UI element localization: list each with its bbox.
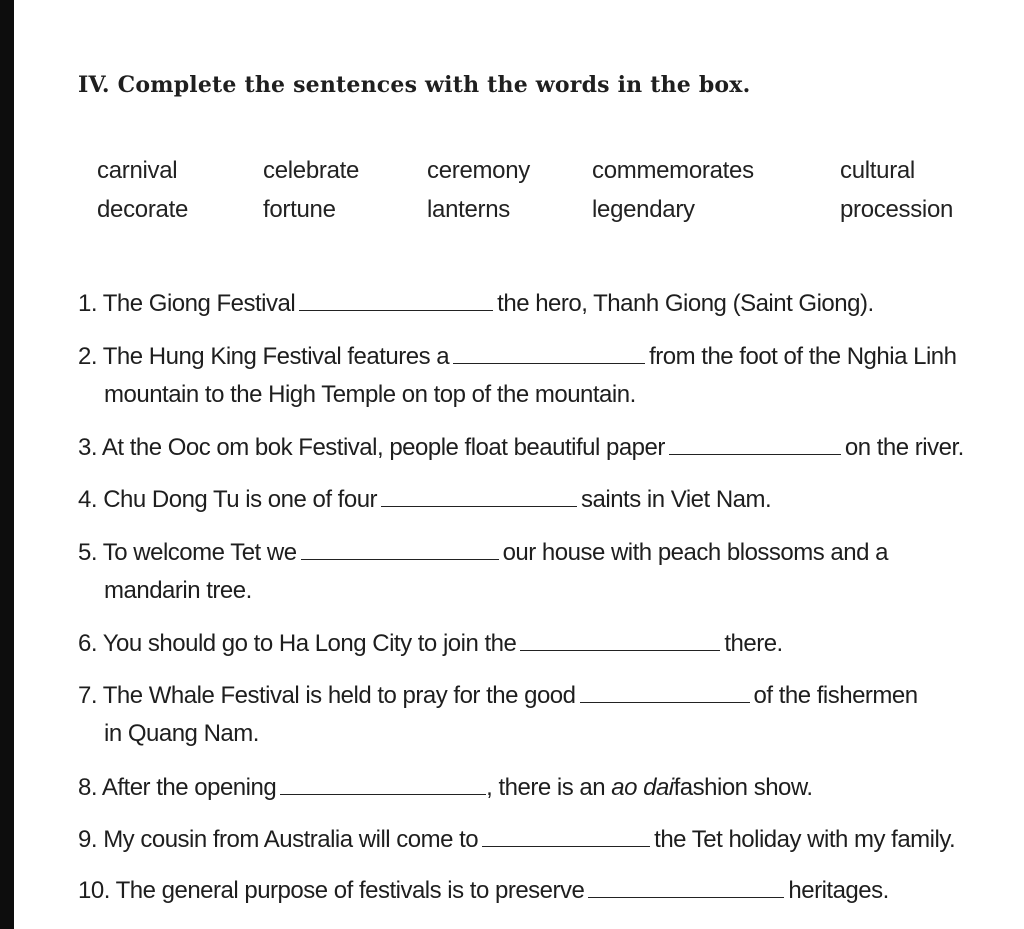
sentence-9 (78, 824, 955, 854)
sentence-number: 4. (78, 486, 98, 513)
answer-blank[interactable] (299, 288, 493, 311)
sentence-number: 6. (78, 630, 98, 657)
word-commemorates: commemorates (592, 157, 754, 184)
exercise-title: IV. Complete the sentences with the words in the box. (78, 72, 751, 98)
sentence-text-before: The Whale Festival is held to pray for the good (102, 682, 576, 709)
sentence-3 (78, 432, 964, 462)
answer-blank[interactable] (669, 432, 841, 455)
answer-blank[interactable] (381, 484, 577, 507)
sentence-7 (78, 680, 918, 710)
sentence-5 (78, 537, 888, 567)
word-decorate: decorate (97, 196, 188, 223)
sentence-number: 7. (78, 682, 98, 709)
sentence-text-before: The Hung King Festival features a (102, 343, 450, 370)
sentence-text-before: At the Ooc om bok Festival, people float beautiful paper (101, 434, 665, 461)
sentence-number: 10. (78, 877, 110, 904)
answer-blank[interactable] (588, 875, 784, 898)
word-ceremony: ceremony (427, 157, 530, 184)
left-border-bar (0, 0, 14, 929)
sentence-number: 2. (78, 343, 98, 370)
sentence-text-after: saints in Viet Nam. (581, 486, 772, 513)
sentence-text-after: from the foot of the Nghia Linh (649, 343, 957, 370)
sentence-text-before: After the opening (101, 774, 277, 801)
sentence-text-after: there. (724, 630, 783, 657)
sentence-italic-term: ao dai (611, 774, 674, 801)
answer-blank[interactable] (520, 628, 720, 651)
sentence-2-continued: mountain to the High Temple on top of the mountain. (104, 381, 636, 408)
answer-blank[interactable] (280, 772, 486, 795)
sentence-text-after: heritages. (788, 877, 889, 904)
answer-blank[interactable] (301, 537, 499, 560)
sentence-10 (78, 875, 889, 905)
answer-blank[interactable] (453, 341, 645, 364)
sentence-text-before: To welcome Tet we (102, 539, 297, 566)
sentence-text-after: the Tet holiday with my family. (654, 826, 956, 853)
sentence-5-continued: mandarin tree. (104, 577, 252, 604)
sentence-number: 8. (78, 774, 98, 801)
word-celebrate: celebrate (263, 157, 360, 184)
sentence-1 (78, 288, 874, 318)
sentence-text-before: You should go to Ha Long City to join the (102, 630, 517, 657)
sentence-text-after: the hero, Thanh Giong (Saint Giong). (497, 290, 874, 317)
word-lanterns: lanterns (427, 196, 510, 223)
answer-blank[interactable] (482, 824, 650, 847)
word-carnival: carnival (97, 157, 178, 184)
sentence-8 (78, 772, 813, 802)
sentence-text-before: My cousin from Australia will come to (103, 826, 479, 853)
word-cultural: cultural (840, 157, 915, 184)
word-procession: procession (840, 196, 954, 223)
sentence-number: 9. (78, 826, 98, 853)
sentence-number: 3. (78, 434, 98, 461)
sentence-number: 1. (78, 290, 98, 317)
sentence-6 (78, 628, 783, 658)
sentence-text-before: Chu Dong Tu is one of four (103, 486, 378, 513)
sentence-text-after: our house with peach blossoms and a (502, 539, 888, 566)
sentence-text-after: , there is an (486, 774, 606, 801)
sentence-4 (78, 484, 771, 514)
answer-blank[interactable] (580, 680, 750, 703)
word-legendary: legendary (592, 196, 695, 223)
sentence-7-continued: in Quang Nam. (104, 720, 259, 747)
sentence-text-after-2: fashion show. (673, 774, 813, 801)
sentence-2 (78, 341, 956, 371)
sentence-text-before: The Giong Festival (102, 290, 296, 317)
sentence-text-before: The general purpose of festivals is to preserve (115, 877, 585, 904)
word-fortune: fortune (263, 196, 336, 223)
sentence-number: 5. (78, 539, 98, 566)
sentence-text-after: of the fishermen (753, 682, 918, 709)
sentence-text-after: on the river. (844, 434, 964, 461)
